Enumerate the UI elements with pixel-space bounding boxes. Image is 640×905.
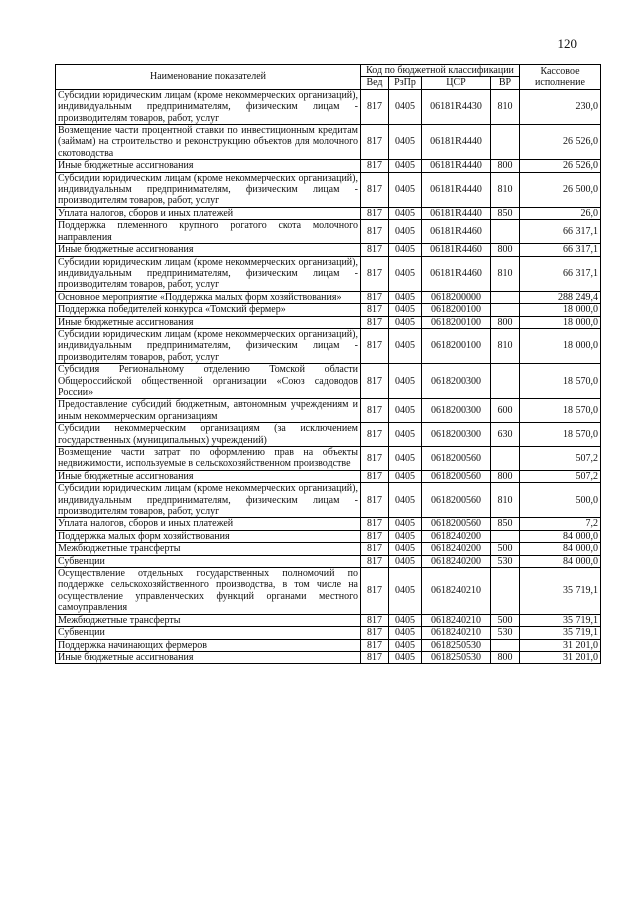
header-name: Наименование показателей — [56, 65, 361, 90]
cell-amount: 66 317,1 — [520, 256, 601, 291]
cell-rzpr: 0405 — [389, 220, 422, 244]
cell-csr: 0618200100 — [422, 328, 491, 363]
cell-amount: 35 719,1 — [520, 614, 601, 626]
cell-rzpr: 0405 — [389, 328, 422, 363]
cell-ved: 817 — [361, 470, 389, 482]
cell-amount: 31 201,0 — [520, 639, 601, 651]
cell-ved: 817 — [361, 207, 389, 219]
cell-rzpr: 0405 — [389, 399, 422, 423]
cell-ved: 817 — [361, 555, 389, 567]
cell-rzpr: 0405 — [389, 304, 422, 316]
cell-vr: 800 — [491, 316, 520, 328]
cell-vr: 810 — [491, 172, 520, 207]
cell-csr: 0618200560 — [422, 447, 491, 471]
table-row — [56, 518, 601, 530]
cell-ved: 817 — [361, 518, 389, 530]
cell-amount: 500,0 — [520, 483, 601, 518]
cell-name: Поддержка победителей конкурса «Томский фермер» — [56, 304, 361, 316]
table-row — [56, 172, 601, 207]
cell-rzpr: 0405 — [389, 207, 422, 219]
cell-ved: 817 — [361, 627, 389, 639]
budget-table — [55, 64, 601, 664]
cell-rzpr: 0405 — [389, 447, 422, 471]
cell-name: Субсидии юридическим лицам (кроме некоммерческих организаций), индивидуальным предпринимателям, физическим лицам - производителям товаров, работ, услуг — [56, 483, 361, 518]
cell-name: Субвенции — [56, 627, 361, 639]
cell-vr: 800 — [491, 244, 520, 256]
cell-name: Поддержка начинающих фермеров — [56, 639, 361, 651]
table-row — [56, 530, 601, 542]
cell-csr: 0618250530 — [422, 639, 491, 651]
cell-ved: 817 — [361, 328, 389, 363]
cell-vr — [491, 447, 520, 471]
cell-csr: 0618200560 — [422, 483, 491, 518]
cell-rzpr: 0405 — [389, 125, 422, 160]
cell-rzpr: 0405 — [389, 651, 422, 663]
table-row — [56, 125, 601, 160]
cell-vr: 500 — [491, 543, 520, 555]
cell-name: Субсидии юридическим лицам (кроме некоммерческих организаций), индивидуальным предпринимателям, физическим лицам - производителям товаров, работ, услуг — [56, 328, 361, 363]
cell-amount: 18 000,0 — [520, 304, 601, 316]
cell-csr: 0618200560 — [422, 470, 491, 482]
cell-rzpr: 0405 — [389, 530, 422, 542]
cell-ved: 817 — [361, 172, 389, 207]
cell-ved: 817 — [361, 639, 389, 651]
cell-ved: 817 — [361, 125, 389, 160]
cell-name: Уплата налогов, сборов и иных платежей — [56, 207, 361, 219]
cell-name: Возмещение части затрат по оформлению прав на объекты недвижимости, используемые в сельскохозяйственном производстве — [56, 447, 361, 471]
cell-csr: 0618200100 — [422, 316, 491, 328]
table-row — [56, 651, 601, 663]
table-row — [56, 614, 601, 626]
header-vr: ВР — [491, 77, 520, 89]
cell-vr: 600 — [491, 399, 520, 423]
cell-csr: 06181R4440 — [422, 160, 491, 172]
cell-amount: 26,0 — [520, 207, 601, 219]
cell-amount: 18 570,0 — [520, 364, 601, 399]
cell-vr: 630 — [491, 423, 520, 447]
table-row — [56, 568, 601, 615]
cell-rzpr: 0405 — [389, 627, 422, 639]
cell-ved: 817 — [361, 423, 389, 447]
cell-rzpr: 0405 — [389, 543, 422, 555]
cell-rzpr: 0405 — [389, 316, 422, 328]
cell-vr: 850 — [491, 207, 520, 219]
table-body — [56, 89, 601, 664]
cell-csr: 06181R4440 — [422, 207, 491, 219]
cell-vr: 810 — [491, 328, 520, 363]
cell-ved: 817 — [361, 304, 389, 316]
table-row — [56, 364, 601, 399]
cell-vr: 800 — [491, 651, 520, 663]
cell-amount: 84 000,0 — [520, 555, 601, 567]
cell-rzpr: 0405 — [389, 568, 422, 615]
cell-name: Поддержка племенного крупного рогатого скота молочного направления — [56, 220, 361, 244]
cell-csr: 06181R4440 — [422, 125, 491, 160]
cell-vr: 800 — [491, 160, 520, 172]
cell-vr: 500 — [491, 614, 520, 626]
cell-name: Субсидия Региональному отделению Томской области Общероссийской общественной организации «Союз садоводов России» — [56, 364, 361, 399]
cell-rzpr: 0405 — [389, 470, 422, 482]
page-number: 120 — [557, 36, 577, 51]
table-row — [56, 483, 601, 518]
cell-vr: 810 — [491, 89, 520, 124]
cell-vr — [491, 568, 520, 615]
cell-amount: 66 317,1 — [520, 244, 601, 256]
cell-rzpr: 0405 — [389, 555, 422, 567]
table-row — [56, 316, 601, 328]
cell-rzpr: 0405 — [389, 364, 422, 399]
cell-amount: 31 201,0 — [520, 651, 601, 663]
cell-amount: 26 500,0 — [520, 172, 601, 207]
cell-csr: 0618200300 — [422, 423, 491, 447]
cell-name: Субсидии юридическим лицам (кроме некоммерческих организаций), индивидуальным предпринимателям, физическим лицам - производителям товаров, работ, услуг — [56, 256, 361, 291]
cell-ved: 817 — [361, 447, 389, 471]
cell-amount: 26 526,0 — [520, 160, 601, 172]
cell-csr: 0618200100 — [422, 304, 491, 316]
cell-amount: 230,0 — [520, 89, 601, 124]
cell-vr — [491, 220, 520, 244]
cell-amount: 66 317,1 — [520, 220, 601, 244]
cell-name: Межбюджетные трансферты — [56, 543, 361, 555]
cell-name: Субсидии юридическим лицам (кроме некоммерческих организаций), индивидуальным предпринимателям, физическим лицам - производителям товаров, работ, услуг — [56, 172, 361, 207]
cell-csr: 0618240200 — [422, 530, 491, 542]
cell-vr: 800 — [491, 470, 520, 482]
cell-name: Осуществление отдельных государственных полномочий по поддержке сельскохозяйственного производства, в том числе на осуществление управленческих функций органами местного самоуправления — [56, 568, 361, 615]
cell-csr: 0618240200 — [422, 543, 491, 555]
cell-csr: 0618200000 — [422, 291, 491, 303]
cell-vr — [491, 639, 520, 651]
table-row — [56, 220, 601, 244]
cell-csr: 0618240210 — [422, 614, 491, 626]
table-row — [56, 256, 601, 291]
cell-ved: 817 — [361, 568, 389, 615]
cell-name: Иные бюджетные ассигнования — [56, 244, 361, 256]
cell-amount: 18 000,0 — [520, 316, 601, 328]
cell-amount: 35 719,1 — [520, 568, 601, 615]
cell-ved: 817 — [361, 399, 389, 423]
cell-name: Субсидии юридическим лицам (кроме некоммерческих организаций), индивидуальным предпринимателям, физическим лицам - производителям товаров, работ, услуг — [56, 89, 361, 124]
cell-ved: 817 — [361, 244, 389, 256]
cell-rzpr: 0405 — [389, 172, 422, 207]
cell-vr: 850 — [491, 518, 520, 530]
cell-name: Субвенции — [56, 555, 361, 567]
cell-name: Предоставление субсидий бюджетным, автономным учреждениям и иным некоммерческим организациям — [56, 399, 361, 423]
cell-csr: 0618200560 — [422, 518, 491, 530]
cell-vr — [491, 125, 520, 160]
header-code-group: Код по бюджетной классификации — [361, 65, 520, 77]
cell-ved: 817 — [361, 530, 389, 542]
cell-ved: 817 — [361, 651, 389, 663]
cell-ved: 817 — [361, 160, 389, 172]
cell-csr: 06181R4460 — [422, 220, 491, 244]
cell-amount: 84 000,0 — [520, 530, 601, 542]
cell-csr: 0618200300 — [422, 364, 491, 399]
table-row — [56, 244, 601, 256]
header-row-top — [56, 65, 601, 77]
table-row — [56, 423, 601, 447]
table-row — [56, 627, 601, 639]
cell-amount: 18 570,0 — [520, 423, 601, 447]
cell-csr: 06181R4430 — [422, 89, 491, 124]
table-row — [56, 304, 601, 316]
cell-ved: 817 — [361, 316, 389, 328]
cell-name: Основное мероприятие «Поддержка малых форм хозяйствования» — [56, 291, 361, 303]
cell-vr: 810 — [491, 483, 520, 518]
cell-amount: 18 570,0 — [520, 399, 601, 423]
cell-rzpr: 0405 — [389, 423, 422, 447]
cell-name: Поддержка малых форм хозяйствования — [56, 530, 361, 542]
header-ved: Вед — [361, 77, 389, 89]
cell-csr: 06181R4460 — [422, 256, 491, 291]
cell-amount: 7,2 — [520, 518, 601, 530]
table-row — [56, 160, 601, 172]
cell-rzpr: 0405 — [389, 244, 422, 256]
table-row — [56, 543, 601, 555]
table-row — [56, 639, 601, 651]
cell-vr — [491, 530, 520, 542]
cell-rzpr: 0405 — [389, 483, 422, 518]
table-row — [56, 328, 601, 363]
cell-ved: 817 — [361, 220, 389, 244]
cell-csr: 06181R4460 — [422, 244, 491, 256]
cell-rzpr: 0405 — [389, 291, 422, 303]
cell-name: Иные бюджетные ассигнования — [56, 651, 361, 663]
table-row — [56, 291, 601, 303]
table-row — [56, 399, 601, 423]
cell-name: Иные бюджетные ассигнования — [56, 160, 361, 172]
cell-vr — [491, 364, 520, 399]
cell-vr: 810 — [491, 256, 520, 291]
cell-rzpr: 0405 — [389, 160, 422, 172]
cell-name: Возмещение части процентной ставки по инвестиционным кредитам (займам) на строительство и реконструкцию объектов для молочного скотоводства — [56, 125, 361, 160]
header-csr: ЦСР — [422, 77, 491, 89]
table-row — [56, 470, 601, 482]
cell-amount: 35 719,1 — [520, 627, 601, 639]
cell-name: Иные бюджетные ассигнования — [56, 316, 361, 328]
cell-ved: 817 — [361, 89, 389, 124]
cell-name: Иные бюджетные ассигнования — [56, 470, 361, 482]
cell-name: Уплата налогов, сборов и иных платежей — [56, 518, 361, 530]
cell-vr: 530 — [491, 555, 520, 567]
header-amount: Кассовое исполнение — [520, 65, 601, 90]
cell-amount: 18 000,0 — [520, 328, 601, 363]
cell-ved: 817 — [361, 364, 389, 399]
cell-amount: 507,2 — [520, 447, 601, 471]
table-header — [56, 65, 601, 90]
cell-rzpr: 0405 — [389, 89, 422, 124]
cell-ved: 817 — [361, 543, 389, 555]
cell-rzpr: 0405 — [389, 639, 422, 651]
cell-ved: 817 — [361, 291, 389, 303]
cell-amount: 507,2 — [520, 470, 601, 482]
cell-vr — [491, 304, 520, 316]
cell-amount: 26 526,0 — [520, 125, 601, 160]
cell-rzpr: 0405 — [389, 256, 422, 291]
cell-name: Субсидии некоммерческим организациям (за исключением государственных (муниципальных) учреждений) — [56, 423, 361, 447]
header-rzpr: РзПр — [389, 77, 422, 89]
cell-rzpr: 0405 — [389, 614, 422, 626]
cell-amount: 288 249,4 — [520, 291, 601, 303]
table-row — [56, 555, 601, 567]
cell-amount: 84 000,0 — [520, 543, 601, 555]
table-row — [56, 89, 601, 124]
table-row — [56, 207, 601, 219]
cell-csr: 0618240200 — [422, 555, 491, 567]
cell-rzpr: 0405 — [389, 518, 422, 530]
cell-csr: 0618240210 — [422, 627, 491, 639]
cell-csr: 0618200300 — [422, 399, 491, 423]
cell-ved: 817 — [361, 614, 389, 626]
cell-csr: 06181R4440 — [422, 172, 491, 207]
cell-ved: 817 — [361, 256, 389, 291]
table-row — [56, 447, 601, 471]
cell-csr: 0618240210 — [422, 568, 491, 615]
cell-ved: 817 — [361, 483, 389, 518]
cell-vr: 530 — [491, 627, 520, 639]
cell-csr: 0618250530 — [422, 651, 491, 663]
cell-vr — [491, 291, 520, 303]
cell-name: Межбюджетные трансферты — [56, 614, 361, 626]
